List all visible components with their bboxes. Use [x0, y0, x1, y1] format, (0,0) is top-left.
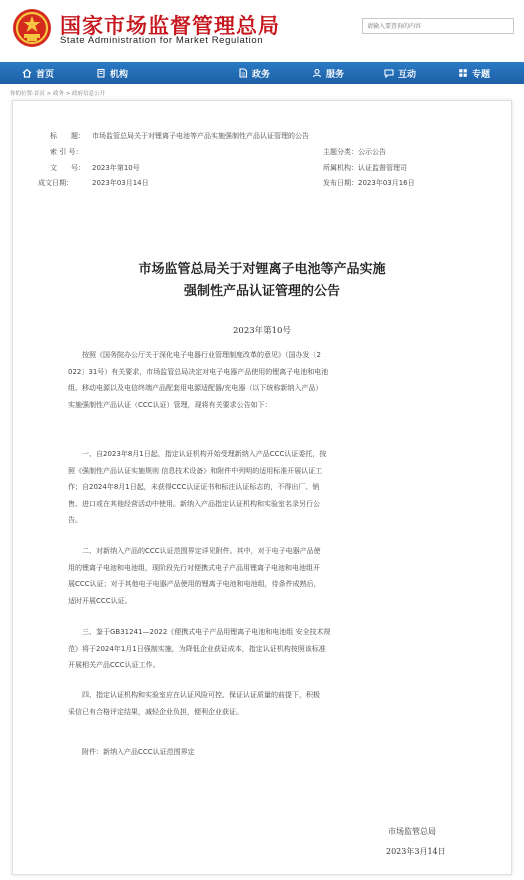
main-nav: [0, 62, 524, 84]
paragraph-one: [68, 446, 326, 529]
signature-date: 2023年3月14日: [386, 847, 446, 856]
meta-docno-label: 文 号：: [50, 164, 85, 172]
nav-interaction[interactable]: [384, 62, 416, 84]
paragraph-intro: [68, 347, 328, 413]
building-icon: [96, 68, 106, 78]
meta-org-value: 认证监督管理司: [358, 164, 407, 172]
text-line: 展CCC认证；对于其他电子电器产品使用的锂离子电池和电池组，待条件成熟后，: [68, 580, 321, 588]
text-line: 022〕31号）有关要求，市场监管总局决定对电子电器产品使用的锂离子电池和电池: [68, 367, 329, 376]
meta-title-label: 标 题：: [50, 132, 85, 140]
text-line: 适时开展CCC认证。: [68, 596, 132, 605]
meta-title-value: 市场监管总局关于对锂离子电池等产品实施强制性产品认证管理的公告: [92, 132, 309, 140]
document-title: [12, 259, 512, 303]
meta-topic-label: 主题分类：: [323, 148, 358, 156]
text-line: 实施强制性产品认证（CCC认证）管理，现将有关要求公告如下：: [68, 400, 272, 409]
nav-interaction-label: 互动: [398, 69, 417, 80]
meta-row-title: [38, 131, 488, 143]
nav-organization-label: 机构: [110, 69, 129, 80]
text-line: 按照《国务院办公厅关于深化电子电器行业管理制度改革的意见》（国办发〔2: [68, 351, 321, 359]
document-icon: [238, 68, 248, 78]
meta-docno-value: 2023年第10号: [92, 164, 140, 172]
meta-row-dates: [38, 178, 488, 190]
meta-published-label: 发布日期：: [323, 179, 358, 187]
meta-topic-value: 公示公告: [358, 148, 386, 156]
signature-organization: 市场监管总局: [388, 827, 436, 836]
home-icon: [22, 68, 32, 78]
site-title[interactable]: 国家市场监督管理总局: [60, 14, 280, 38]
text-line: 采信已有合格评定结果，减轻企业负担，便利企业获证。: [68, 707, 243, 716]
nav-service-label: 服务: [326, 69, 345, 80]
nav-service[interactable]: [312, 62, 344, 84]
meta-org-label: 所属机构：: [323, 164, 358, 172]
attachment-link[interactable]: 附件：新纳入产品CCC认证范围界定: [68, 748, 195, 756]
site-title-english: State Administration for Market Regulation: [60, 35, 264, 46]
text-line: 范》将于2024年1月1日强制实施，为降低企业获证成本，指定认证机构按照该标准: [68, 644, 326, 653]
topic-icon: [458, 68, 468, 78]
paragraph-two: [68, 543, 321, 609]
meta-created-value: 2023年03月14日: [92, 179, 149, 187]
text-line: 售、进口或在其他经营活动中使用。新纳入产品指定认证机构和实验室名录另行公: [68, 499, 320, 508]
meta-published-value: 2023年03月16日: [358, 179, 415, 187]
text-line: 作；自2024年8月1日起，未获得CCC认证证书和标注认证标志的，不得出厂、销: [68, 483, 320, 491]
document-title-line1: 市场监管总局关于对锂离子电池等产品实施: [138, 262, 386, 277]
national-emblem-icon[interactable]: [12, 8, 52, 48]
meta-row-index: [38, 147, 488, 159]
text-line: 二、对新纳入产品的CCC认证范围界定详见附件。其中，对于电子电器产品使: [68, 547, 321, 555]
search-input[interactable]: [362, 18, 514, 34]
document-title-line2: 强制性产品认证管理的公告: [183, 284, 340, 299]
paragraph-three: [68, 624, 331, 674]
paragraph-four: [68, 687, 320, 720]
text-line: 用的锂离子电池和电池组，现阶段先行对便携式电子产品用锂离子电池和电池组开: [68, 563, 320, 572]
nav-home[interactable]: [22, 62, 54, 84]
document-number: 2023年第10号: [233, 326, 291, 336]
site-header: [0, 0, 524, 60]
nav-home-label: 首页: [36, 69, 55, 80]
text-line: 开展相关产品CCC认证工作。: [68, 661, 160, 669]
meta-index-label: 索 引 号：: [50, 148, 83, 156]
text-line: 告。: [68, 516, 82, 524]
meta-row-docno: [38, 163, 488, 175]
text-line: 一、自2023年8月1日起，指定认证机构开始受理新纳入产品CCC认证委托，按: [68, 450, 327, 458]
nav-topics[interactable]: [458, 62, 490, 84]
text-line: 四、指定认证机构和实验室应在认证风险可控、保证认证质量的前提下，积极: [68, 691, 320, 699]
nav-topics-label: 专题: [472, 69, 491, 80]
chat-icon: [384, 68, 394, 78]
text-line: 组、移动电源以及电信终端产品配套用电源适配器/充电器（以下统称新纳入产品）: [68, 384, 323, 392]
breadcrumb[interactable]: 你的位置:首页 > 政务 > 政府信息公开: [10, 91, 106, 97]
service-icon: [312, 68, 322, 78]
document-metadata: [38, 131, 488, 193]
nav-organization[interactable]: [96, 62, 128, 84]
meta-created-label: 成文日期：: [38, 179, 73, 187]
text-line: 照《强制性产品认证实施规则 信息技术设备》和附件中列明的适用标准开展认证工: [68, 466, 323, 475]
nav-affairs-label: 政务: [252, 69, 271, 80]
text-line: 三、鉴于GB31241—2022《便携式电子产品用锂离子电池和电池组 安全技术规: [68, 628, 331, 636]
nav-affairs[interactable]: [238, 62, 270, 84]
